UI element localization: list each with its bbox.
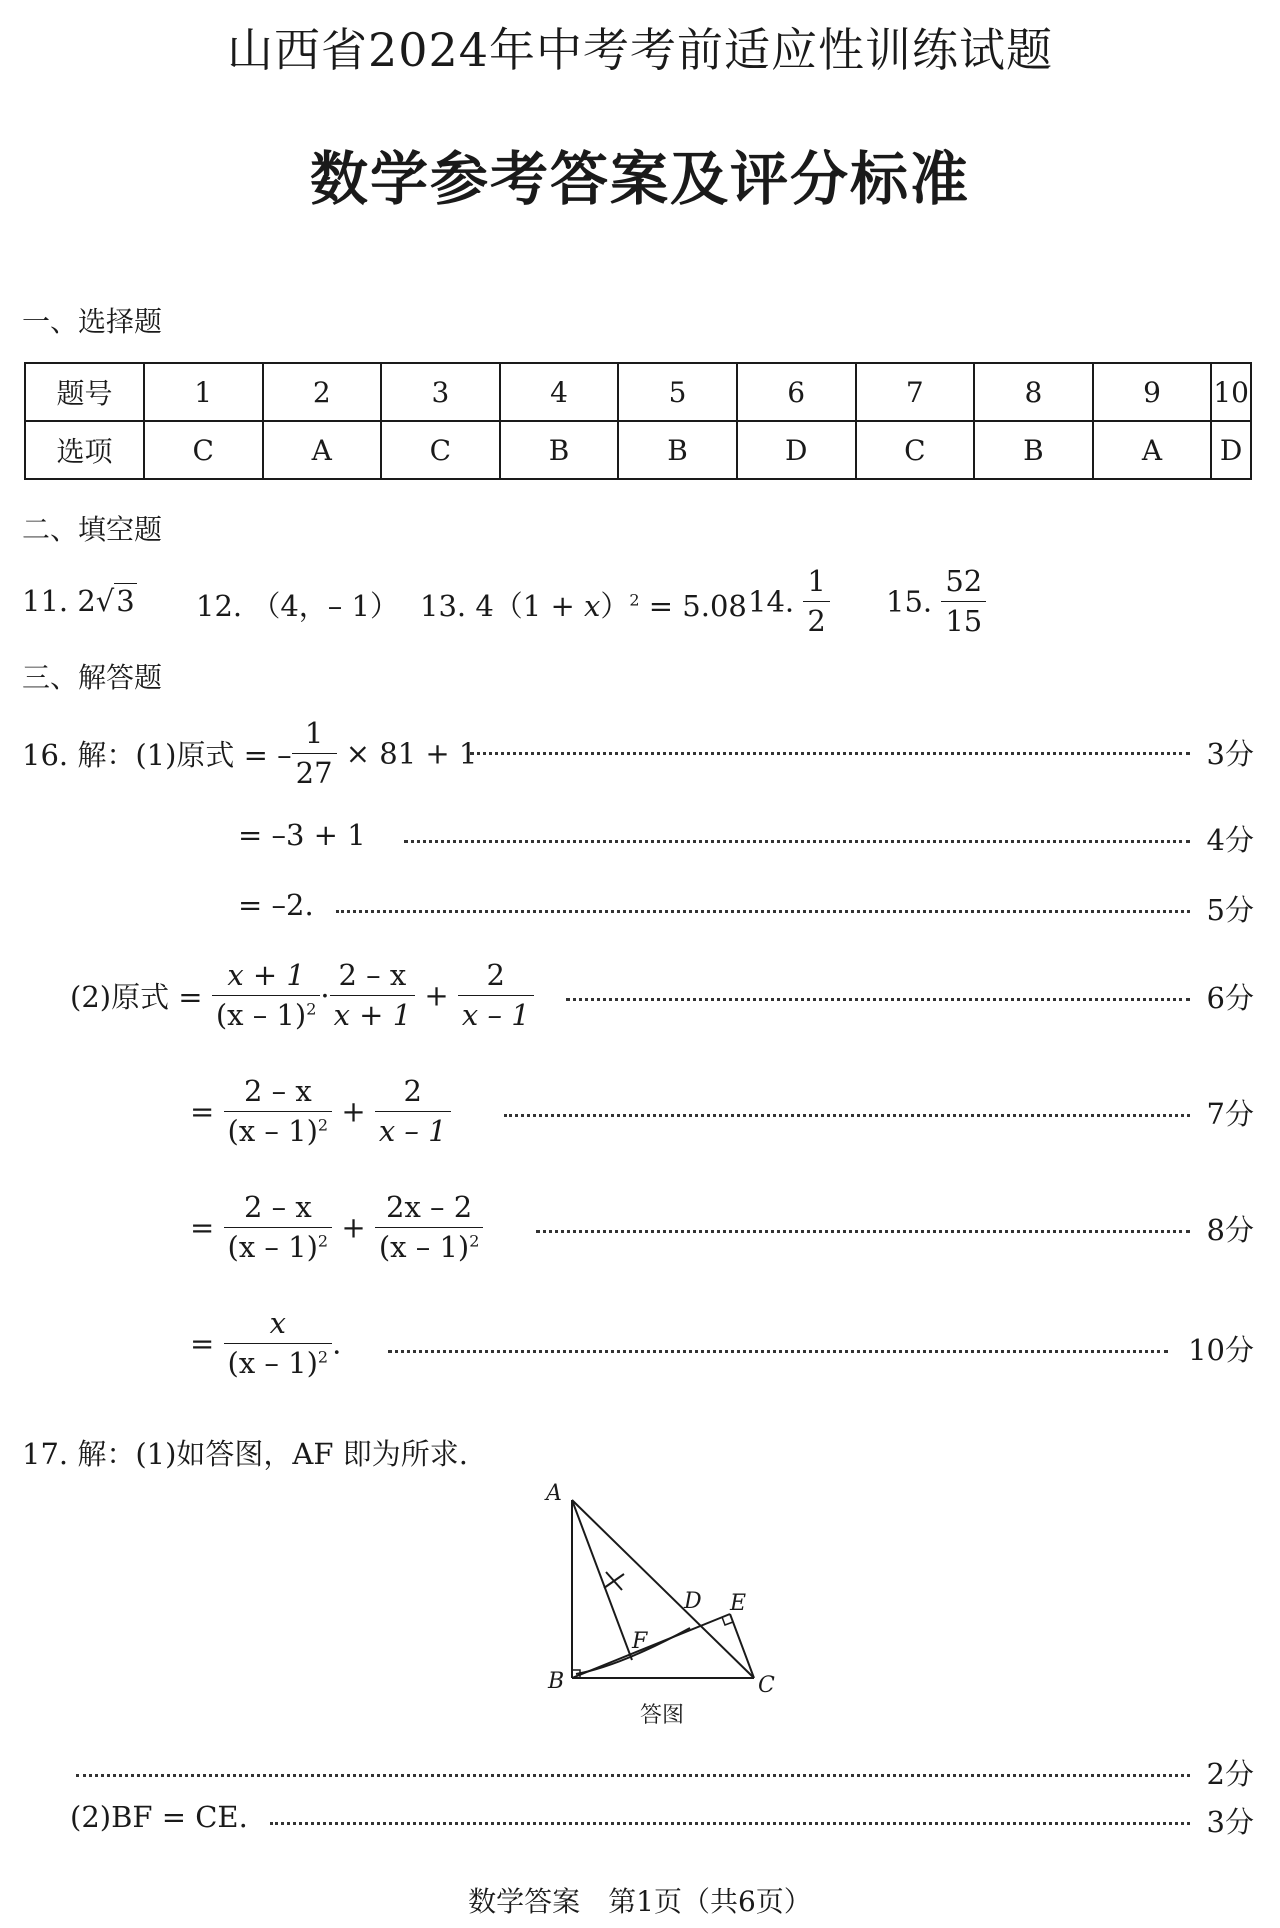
score: 8分 <box>1206 1213 1254 1247</box>
page-title: 山西省2024年中考考前适应性训练试题 <box>226 23 1054 77</box>
table-cell: 6 <box>737 363 856 421</box>
table-cell: D <box>737 421 856 479</box>
score-leader <box>504 1114 1190 1117</box>
score: 6分 <box>1206 981 1254 1015</box>
table-cell: 9 <box>1093 363 1212 421</box>
q16-line-2: = –3 + 1 <box>238 818 366 852</box>
table-cell: D <box>1211 421 1251 479</box>
table-cell: A <box>1093 421 1212 479</box>
segment-ec <box>730 1614 754 1678</box>
table-cell: 1 <box>144 363 263 421</box>
table-cell: 3 <box>381 363 500 421</box>
q16-part2-line-4: = $\frac{x}{(x - 1)^2}$ . <box>190 1306 342 1380</box>
score-leader <box>470 752 1190 755</box>
q16-line-3: = –2. <box>238 888 314 922</box>
score-leader <box>270 1822 1190 1825</box>
table-cell: 10 <box>1211 363 1251 421</box>
table-cell: C <box>144 421 263 479</box>
table-cell: 4 <box>500 363 619 421</box>
tick-mark <box>606 1572 622 1590</box>
point-label: A <box>546 1481 562 1506</box>
answer-13: 13. $4(1 + x)^2 = 5.08$ <box>420 589 747 623</box>
point-label: E <box>730 1591 747 1616</box>
geometry-figure <box>540 1480 800 1730</box>
answer-table <box>24 362 1252 480</box>
segment-ac <box>572 1500 754 1678</box>
q17-line-2: (2)BF = CE. <box>70 1800 248 1834</box>
table-cell: 5 <box>618 363 737 421</box>
q16-part2-line-3: = $\frac{2 - x}{(x - 1)^2}$ + $\frac{2x - 2}{(x - 1)^2}$ <box>190 1190 483 1265</box>
answer-12: 12. （4，– 1） <box>196 589 399 623</box>
q16-part2-line-1: (2)原式 = $\frac{x + 1}{(x - 1)^2}$ · $\frac{2 - x}{x + 1}$ + $\frac{2}{x - 1}$ <box>70 958 534 1033</box>
section-heading-solve: 三、解答题 <box>22 661 163 694</box>
page-footer: 数学答案 第1页（共6页） <box>468 1885 812 1918</box>
score: 10分 <box>1188 1333 1254 1367</box>
score-leader <box>404 840 1190 843</box>
point-label: B <box>548 1669 565 1694</box>
answer-15: 15. $\frac{52}{15}$ <box>886 564 986 639</box>
table-row <box>25 363 1251 421</box>
q16-line-1: 16. 解：(1)原式 = – $\frac{1}{27}$ × 81 + 1 <box>22 716 478 790</box>
score-leader <box>388 1350 1168 1353</box>
point-label: F <box>632 1629 648 1654</box>
q17-line-1: 17. 解：(1)如答图，AF 即为所求. <box>22 1437 468 1471</box>
table-cell: 2 <box>263 363 382 421</box>
row-label: 题号 <box>25 363 144 421</box>
table-cell: 8 <box>974 363 1093 421</box>
score-leader <box>566 998 1190 1001</box>
table-cell: C <box>381 421 500 479</box>
page-subtitle: 数学参考答案及评分标准 <box>309 145 970 213</box>
score-leader <box>336 910 1190 913</box>
answer-14: 14. $\frac{1}{2}$ <box>748 564 830 639</box>
section-heading-choice: 一、选择题 <box>22 305 163 338</box>
table-cell: B <box>500 421 619 479</box>
row-label: 选项 <box>25 421 144 479</box>
q16-part2-line-2: = $\frac{2 - x}{(x - 1)^2}$ + $\frac{2}{x - 1}$ <box>190 1074 451 1149</box>
table-cell: B <box>974 421 1093 479</box>
score-leader <box>76 1774 1190 1777</box>
figure-caption: 答图 <box>640 1703 685 1728</box>
answer-11: 11. 2√3 <box>22 584 135 618</box>
table-cell: A <box>263 421 382 479</box>
score: 4分 <box>1206 823 1254 857</box>
table-cell: B <box>618 421 737 479</box>
table-row <box>25 421 1251 479</box>
score-leader <box>536 1230 1190 1233</box>
score: 3分 <box>1206 1805 1254 1839</box>
table-cell: 7 <box>856 363 975 421</box>
score: 5分 <box>1206 893 1254 927</box>
section-heading-fill: 二、填空题 <box>22 513 163 546</box>
table-cell: C <box>856 421 975 479</box>
score: 7分 <box>1206 1097 1254 1131</box>
segment-af <box>572 1500 632 1660</box>
score: 2分 <box>1206 1757 1254 1791</box>
score: 3分 <box>1206 737 1254 771</box>
point-label: D <box>684 1589 702 1614</box>
point-label: C <box>758 1673 775 1698</box>
